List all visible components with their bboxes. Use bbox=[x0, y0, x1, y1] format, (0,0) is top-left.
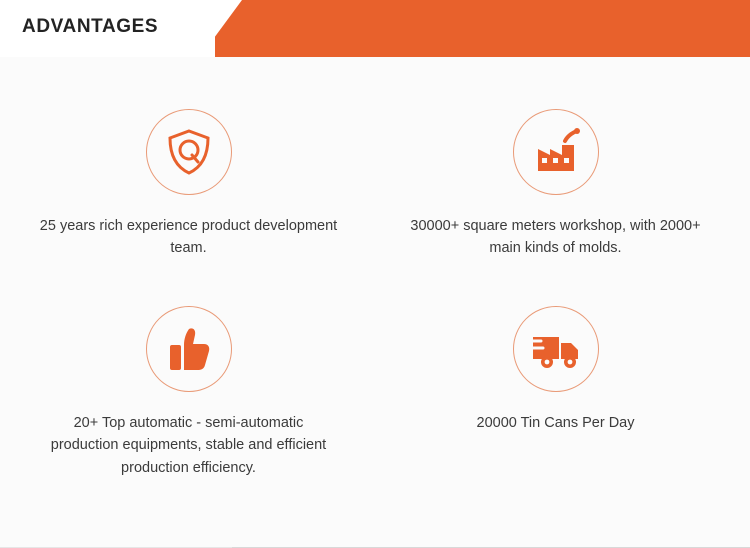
advantage-item bbox=[361, 260, 722, 479]
delivery-truck-icon bbox=[513, 306, 599, 392]
page-header bbox=[0, 0, 750, 57]
advantage-item bbox=[0, 57, 361, 260]
advantage-text: 20+ Top automatic - semi-automatic production equipments, stable and efficient production efficiency. bbox=[50, 414, 327, 476]
advantages-grid bbox=[0, 57, 750, 479]
factory-icon bbox=[513, 109, 599, 195]
advantage-text: 20000 Tin Cans Per Day bbox=[476, 414, 635, 431]
page-title: ADVANTAGES bbox=[22, 16, 159, 37]
shield-quality-icon bbox=[146, 109, 232, 195]
thumbs-up-icon bbox=[146, 306, 232, 392]
advantages-content bbox=[0, 57, 750, 548]
advantage-text: 30000+ square meters workshop, with 2000+ main kinds of molds. bbox=[410, 218, 701, 257]
advantage-text: 25 years rich experience product development team. bbox=[39, 218, 338, 257]
advantage-item bbox=[0, 260, 361, 479]
header-slant-shape bbox=[200, 0, 242, 57]
advantage-item bbox=[361, 57, 722, 260]
